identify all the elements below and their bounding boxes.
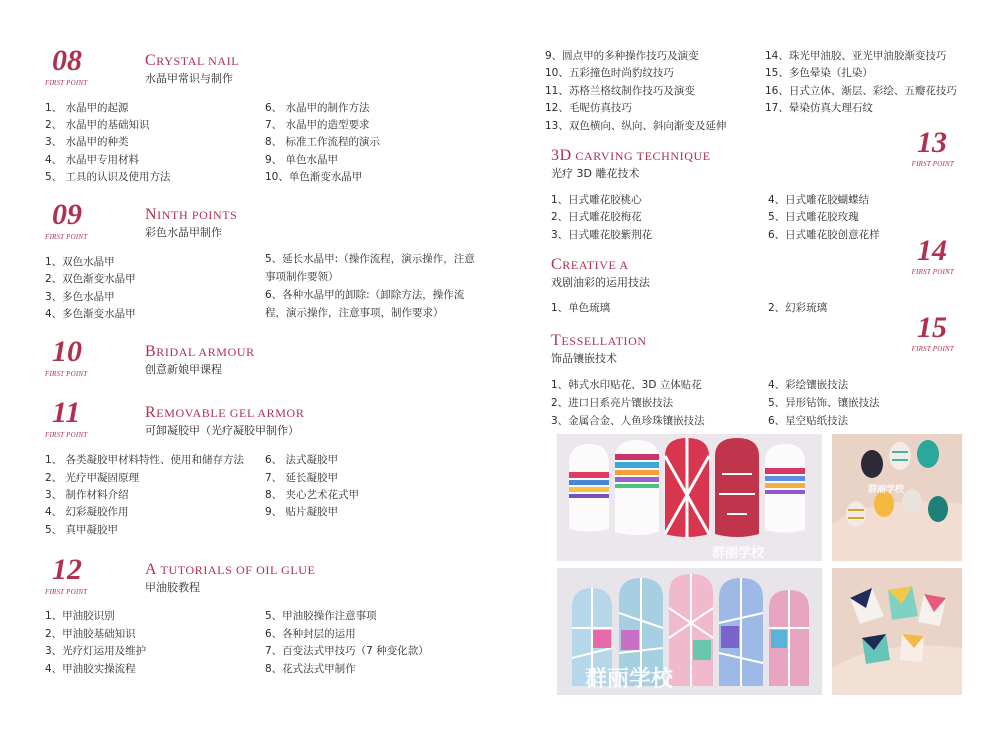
- list-item: 3、多色水晶甲: [45, 291, 115, 303]
- first-point-label: FIRST POINT: [45, 370, 88, 378]
- watermark-text: 群丽学校: [585, 667, 674, 692]
- nail-art-photo-hand: [832, 434, 962, 561]
- list-item: 1、 各类凝胶甲材料特性、使用和储存方法: [45, 454, 245, 466]
- section-title-zh-09: 彩色水晶甲制作: [145, 226, 222, 239]
- section-title-en-08: CRYSTAL NAIL: [145, 52, 240, 69]
- list-item: 4、多色渐变水晶甲: [45, 308, 136, 320]
- nail-art-photo-tips: [557, 434, 822, 561]
- first-point-label: FIRST POINT: [45, 588, 88, 596]
- list-item: 6、各种封层的运用: [265, 628, 356, 640]
- list-item: 9、 单色水晶甲: [265, 154, 339, 166]
- list-item: 1、双色水晶甲: [45, 256, 115, 268]
- list-item: 2、幻彩琉璃: [768, 302, 828, 314]
- section-number-10: 10: [52, 335, 82, 368]
- hand-illustration: [832, 434, 962, 561]
- section-number-13: 13: [917, 126, 947, 159]
- section-number-11: 11: [52, 396, 81, 429]
- list-item: 5、延长水晶甲:（操作流程，演示操作，注意事项制作要领）: [265, 253, 475, 283]
- first-point-label: FIRST POINT: [911, 268, 954, 276]
- section-title-en-15: TESSELLATION: [551, 332, 647, 349]
- nail-tips-illustration: [557, 434, 822, 561]
- section-title-zh-14: 戏剧油彩的运用技法: [551, 276, 650, 289]
- list-item: 6、 法式凝胶甲: [265, 454, 339, 466]
- first-point-label: FIRST POINT: [45, 431, 88, 439]
- section-title-en-09: NINTH POINTS: [145, 206, 238, 223]
- list-item: 5、日式雕花胶玫瑰: [768, 211, 859, 223]
- list-item: 6、日式雕花胶创意花样: [768, 229, 880, 241]
- list-item: 9、 贴片凝胶甲: [265, 506, 339, 518]
- list-item: 2、日式雕花胶梅花: [551, 211, 642, 223]
- list-item: 8、 标准工作流程的演示: [265, 136, 381, 148]
- watermark-text: 群丽学校: [712, 546, 765, 561]
- list-item: 3、光疗灯运用及维护: [45, 645, 147, 657]
- list-item: 4、日式雕花胶蝴蝶结: [768, 194, 870, 206]
- section-title-en-14: CREATIVE A: [551, 256, 629, 273]
- list-item: 6、 水晶甲的制作方法: [265, 102, 370, 114]
- list-item: 8、花式法式甲制作: [265, 663, 356, 675]
- list-item: 7、 延长凝胶甲: [265, 472, 339, 484]
- list-item: 1、甲油胶识别: [45, 610, 115, 622]
- list-item: 3、 制作材料介绍: [45, 489, 129, 501]
- section-title-en-11: REMOVABLE GEL ARMOR: [145, 404, 305, 421]
- list-item: 8、 夹心艺术花式甲: [265, 489, 360, 501]
- first-point-label: FIRST POINT: [45, 79, 88, 87]
- list-item: 3、日式雕花胶紫荆花: [551, 229, 653, 241]
- section-number-12: 12: [52, 553, 82, 586]
- list-item: 4、 水晶甲专用材料: [45, 154, 140, 166]
- section-title-zh-15: 饰品镶嵌技术: [551, 352, 617, 365]
- list-item: 11、苏格兰格纹制作技巧及演变: [545, 85, 695, 97]
- list-item: 5、 真甲凝胶甲: [45, 524, 119, 536]
- list-item: 2、 光疗甲凝固原理: [45, 472, 140, 484]
- nail-art-photo-geometric: [832, 568, 962, 695]
- list-item: 4、彩绘镶嵌技法: [768, 379, 849, 391]
- watermark-text: 群丽学校: [868, 485, 905, 495]
- section-number-09: 09: [52, 198, 82, 231]
- list-item: 1、 水晶甲的起源: [45, 102, 129, 114]
- list-item: 3、 水晶甲的种类: [45, 136, 129, 148]
- list-item: 14、珠光甲油胶、亚光甲油胶渐变技巧: [765, 50, 947, 62]
- list-item: 13、双色横向、纵向、斜向渐变及延伸: [545, 120, 727, 132]
- first-point-label: FIRST POINT: [911, 160, 954, 168]
- list-item: 7、百变法式甲技巧（7 种变化款）: [265, 645, 429, 657]
- list-item: 5、 工具的认识及使用方法: [45, 171, 171, 183]
- list-item: 2、进口日系亮片镶嵌技法: [551, 397, 674, 409]
- list-item: 6、各种水晶甲的卸除:（卸除方法，操作流程，演示操作，注意事项，制作要求）: [265, 289, 465, 319]
- list-item: 5、异形钻饰、镶嵌技法: [768, 397, 880, 409]
- section-title-en-13: 3D CARVING TECHNIQUE: [551, 147, 711, 164]
- section-title-zh-11: 可卸凝胶甲（光疗凝胶甲制作）: [145, 424, 299, 437]
- list-item: 5、甲油胶操作注意事项: [265, 610, 377, 622]
- section-title-zh-10: 创意新娘甲课程: [145, 363, 222, 376]
- list-item: 15、多色晕染（扎染）: [765, 67, 873, 79]
- section-title-en-10: BRIDAL ARMOUR: [145, 343, 255, 360]
- list-item: 1、单色琉璃: [551, 302, 611, 314]
- section-number-15: 15: [917, 311, 947, 344]
- list-item: 16、日式立体、渐层、彩绘、五瓣花技巧: [765, 85, 957, 97]
- section-title-en-12: A TUTORIALS OF OIL GLUE: [145, 561, 316, 578]
- list-item: 4、 幻彩凝胶作用: [45, 506, 129, 518]
- section-number-08: 08: [52, 44, 82, 77]
- geometric-nails-illustration: [832, 568, 962, 695]
- list-item: 4、甲油胶实操流程: [45, 663, 136, 675]
- section-number-14: 14: [917, 234, 947, 267]
- list-item: 12、毛呢仿真技巧: [545, 102, 632, 114]
- list-item: 3、金属合金、人鱼珍珠镶嵌技法: [551, 415, 705, 427]
- nail-art-photo-mosaic: [557, 568, 822, 695]
- list-item: 10、单色渐变水晶甲: [265, 171, 363, 183]
- first-point-label: FIRST POINT: [45, 233, 88, 241]
- section-title-zh-12: 甲油胶教程: [145, 581, 200, 594]
- list-item: 17、晕染仿真大理石纹: [765, 102, 873, 114]
- section-title-zh-08: 水晶甲常识与制作: [145, 72, 233, 85]
- list-item: 1、日式雕花胶桃心: [551, 194, 642, 206]
- first-point-label: FIRST POINT: [911, 345, 954, 353]
- list-item: 1、韩式水印贴花、3D 立体贴花: [551, 379, 702, 391]
- list-item: 9、圆点甲的多种操作技巧及演变: [545, 50, 699, 62]
- list-item: 2、双色渐变水晶甲: [45, 273, 136, 285]
- list-item: 10、五彩撞色时尚豹纹技巧: [545, 67, 674, 79]
- section-title-zh-13: 光疗 3D 雕花技术: [551, 167, 640, 180]
- list-item: 2、 水晶甲的基础知识: [45, 119, 150, 131]
- list-item: 6、星空贴纸技法: [768, 415, 849, 427]
- list-item: 7、 水晶甲的造型要求: [265, 119, 370, 131]
- list-item: 2、甲油胶基础知识: [45, 628, 136, 640]
